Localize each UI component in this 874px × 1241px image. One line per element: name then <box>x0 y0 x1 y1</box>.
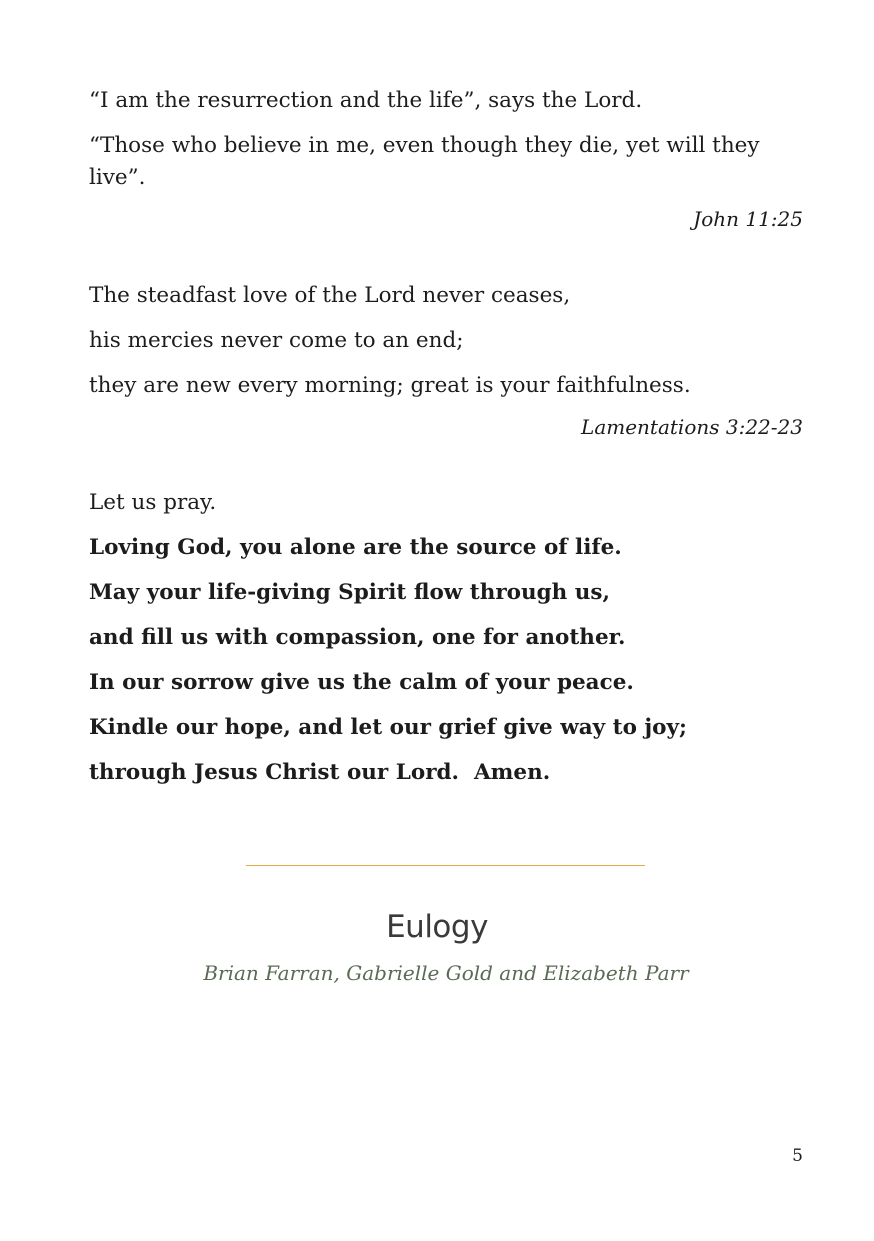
eulogy-title: Eulogy <box>386 909 488 945</box>
prayer-line-3: and fill us with compassion, one for another. <box>89 625 626 650</box>
prayer-line-4: In our sorrow give us the calm of your peace. <box>89 670 634 695</box>
scripture-lamentations-reference: Lamentations 3:22-23 <box>581 415 803 439</box>
scripture-lamentations-line-3: they are new every morning; great is your faithfulness. <box>89 373 691 398</box>
scripture-john-reference: John 11:25 <box>693 207 803 231</box>
section-divider <box>246 865 645 866</box>
scripture-john-line-1: “I am the resurrection and the life”, says the Lord. <box>89 88 643 113</box>
prayer-line-5: Kindle our hope, and let our grief give way to joy; <box>89 715 687 740</box>
scripture-lamentations-line-1: The steadfast love of the Lord never ceases, <box>89 283 571 308</box>
prayer-line-2: May your life-giving Spirit flow through us, <box>89 580 611 605</box>
prayer-line-6: through Jesus Christ our Lord. Amen. <box>89 760 551 785</box>
scripture-john-line-2: “Those who believe in me, even though they die, yet will they live”. <box>89 133 760 190</box>
prayer-invitation: Let us pray. <box>89 490 217 515</box>
page-content <box>89 0 803 1241</box>
scripture-lamentations-line-2: his mercies never come to an end; <box>89 328 464 353</box>
prayer-line-1: Loving God, you alone are the source of life. <box>89 535 622 560</box>
page-number: 5 <box>792 1146 803 1166</box>
eulogy-speakers: Brian Farran, Gabrielle Gold and Elizabeth Parr <box>203 961 689 985</box>
